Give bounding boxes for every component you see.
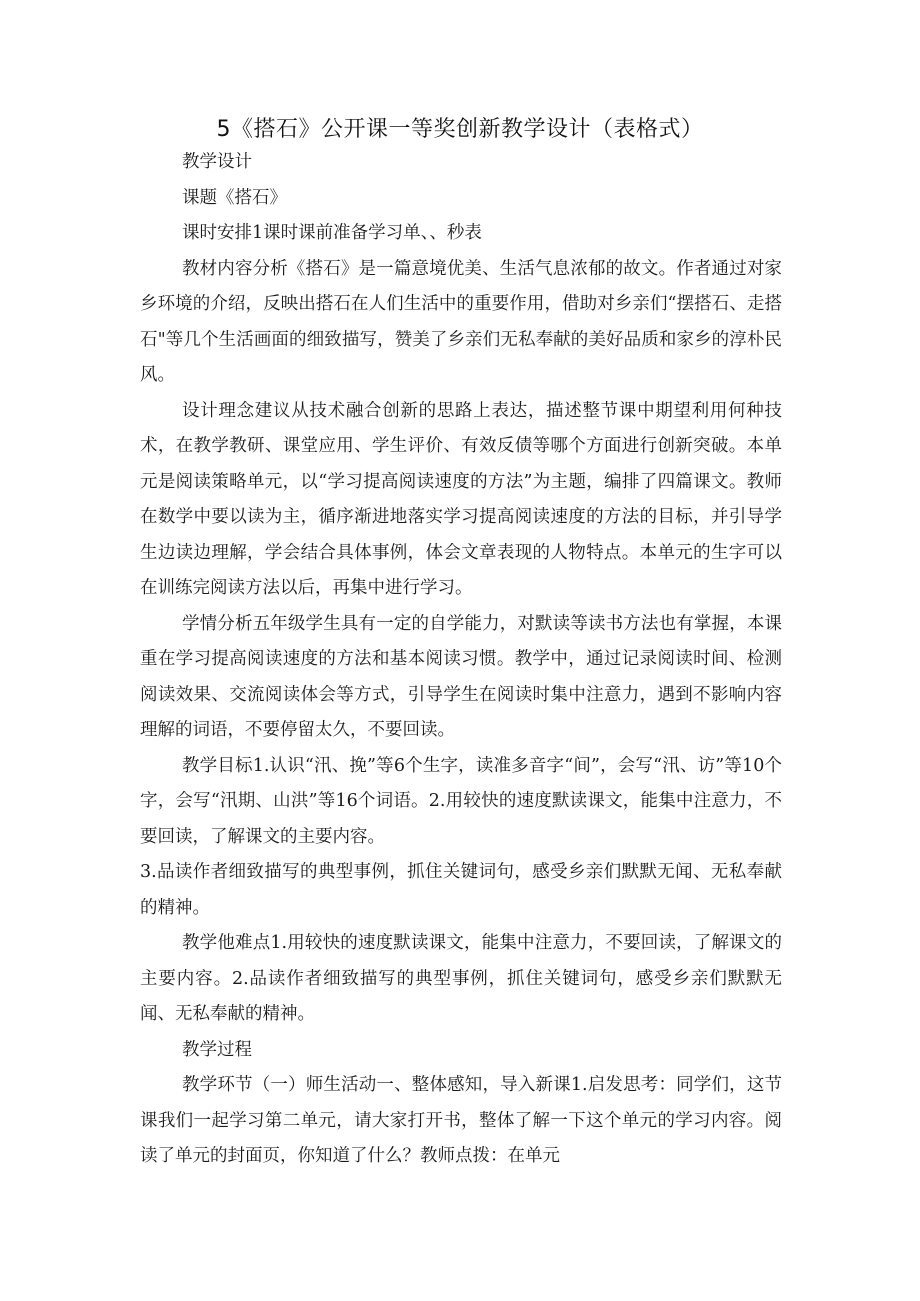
design-concept-paragraph: 设计理念建议从技术融合创新的思路上表达，描述整节课中期望利用何种技术，在教学教研、课堂应用、学生评价、有效反债等哪个方面进行创新突破。本单元是阅读策略单元，以“学习提高阅读速度的方法”为主题，编排了四篇课文。教师在数学中要以读为主，循序渐进地落实学习提高阅读速度的方法的目标，并引导学生边读边理解，学会结合具体事例，体会文章表现的人物特点。本单元的生字可以在训练完阅读方法以后，再集中进行学习。	[140, 400, 782, 598]
section-heading-teaching-process: 教学过程	[182, 1039, 252, 1060]
teaching-goals-continued-paragraph: 3.品读作者细致描写的典型事例，抓住关键词句，感受乡亲们默默无闻、无私奉献的精神。	[140, 862, 782, 918]
lesson-schedule: 课时安排1课时课前准备学习单、、秒表	[182, 223, 482, 243]
lesson-topic: 课题《搭石》	[182, 187, 287, 208]
teaching-step-paragraph: 教学环节（一）师生活动一、整体感知，导入新课1.启发思考：同学们，这节课我们一起学习第二单元，请大家打开书，整体了解一下这个单元的学习内容。阅读了单元的封面页，你知道了什么？教师点拨：在单元	[140, 1075, 782, 1166]
textbook-analysis-paragraph: 教材内容分析《搭石》是一篇意境优美、生活气息浓郁的故文。作者通过对家乡环境的介绍，反映出搭石在人们生活中的重要作用，借助对乡亲们“摆搭石、走搭石"等几个生活画面的细致描写，赞美了乡亲们无私奉献的美好品质和家乡的淳朴民风。	[140, 258, 782, 385]
document-body	[140, 145, 782, 1175]
key-difficulties-paragraph: 教学他难点1.用较快的速度默读课文，能集中注意力，不要回读，了解课文的主要内容。2.品读作者细致描写的典型事例，抓住关键词句，感受乡亲们默默无闻、无私奉献的精神。	[140, 933, 782, 1024]
student-analysis-paragraph: 学情分析五年级学生具有一定的自学能力，对默读等读书方法也有掌握，本课重在学习提高阅读速度的方法和基本阅读习惯。教学中，通过记录阅读时间、检测阅读效果、交流阅读体会等方式，引导学生在阅读时集中注意力，遇到不影响内容理解的词语，不要停留太久，不要回读。	[140, 613, 782, 740]
document-title: 5《搭石》公开课一等奖创新教学设计（表格式）	[216, 117, 704, 142]
teaching-goals-paragraph: 教学目标1.认识“汛、挽”等6个生字，读准多音字“间”，会写“汛、访”等10个字，会写“汛期、山洪”等16个词语。2.用较快的速度默读课文，能集中注意力，不要回读，了解课文的主要内容。	[140, 755, 782, 847]
section-heading-teaching-design: 教学设计	[182, 152, 252, 172]
